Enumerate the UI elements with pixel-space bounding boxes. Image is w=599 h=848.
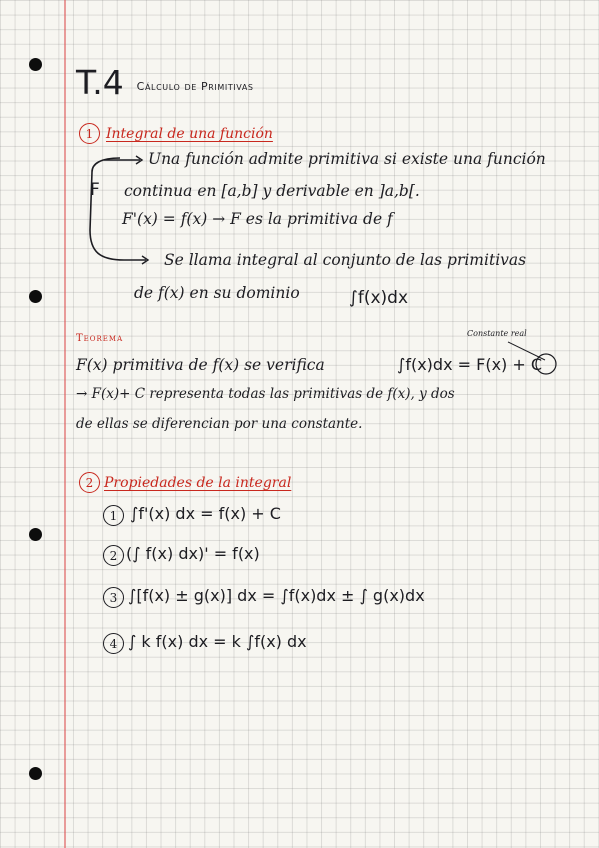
function-f-label: F <box>90 180 100 200</box>
section-2-heading: Propiedades de la integral <box>104 475 292 491</box>
property-4-formula: ∫ k f(x) dx = k ∫f(x) dx <box>128 632 307 651</box>
section-1-line-2: continua en [a,b] y derivable en ]a,b[. <box>124 182 420 200</box>
property-1-number: 1 <box>103 505 124 526</box>
theorem-line-3: de ellas se diferencian por una constante. <box>76 416 363 432</box>
section-1-heading: Integral de una función <box>106 126 273 142</box>
theorem-formula: ∫f(x)dx = F(x) + C <box>397 355 543 374</box>
theorem-label: Teorema <box>76 333 124 344</box>
section-1-line-4: Se llama integral al conjunto de las primitivas <box>164 251 527 269</box>
property-1-formula: ∫f'(x) dx = f(x) + C <box>130 504 281 523</box>
constant-annotation: Constante real <box>467 329 527 338</box>
integral-expression: ∫f(x)dx <box>349 288 409 308</box>
property-4-number: 4 <box>103 633 124 654</box>
theorem-line-2: → F(x)+ C representa todas las primitivas de f(x), y dos <box>76 386 455 402</box>
property-2-formula: (∫ f(x) dx)' = f(x) <box>126 544 260 563</box>
section-1-number: 1 <box>79 123 100 144</box>
section-1-line-3: F'(x) = f(x) → F es la primitiva de f <box>122 210 393 228</box>
title-text: Cálculo de Primitivas <box>136 80 254 93</box>
section-1-line-1: Una función admite primitiva si existe una función <box>148 150 546 168</box>
title-number: T.4 <box>76 63 124 102</box>
theorem-line-1: F(x) primitiva de f(x) se verifica <box>76 356 325 374</box>
property-3-number: 3 <box>103 587 124 608</box>
property-2-number: 2 <box>103 545 124 566</box>
section-2-number: 2 <box>79 472 100 493</box>
section-1-line-5: de f(x) en su dominio <box>134 284 300 302</box>
property-3-formula: ∫[f(x) ± g(x)] dx = ∫f(x)dx ± ∫ g(x)dx <box>128 586 425 605</box>
